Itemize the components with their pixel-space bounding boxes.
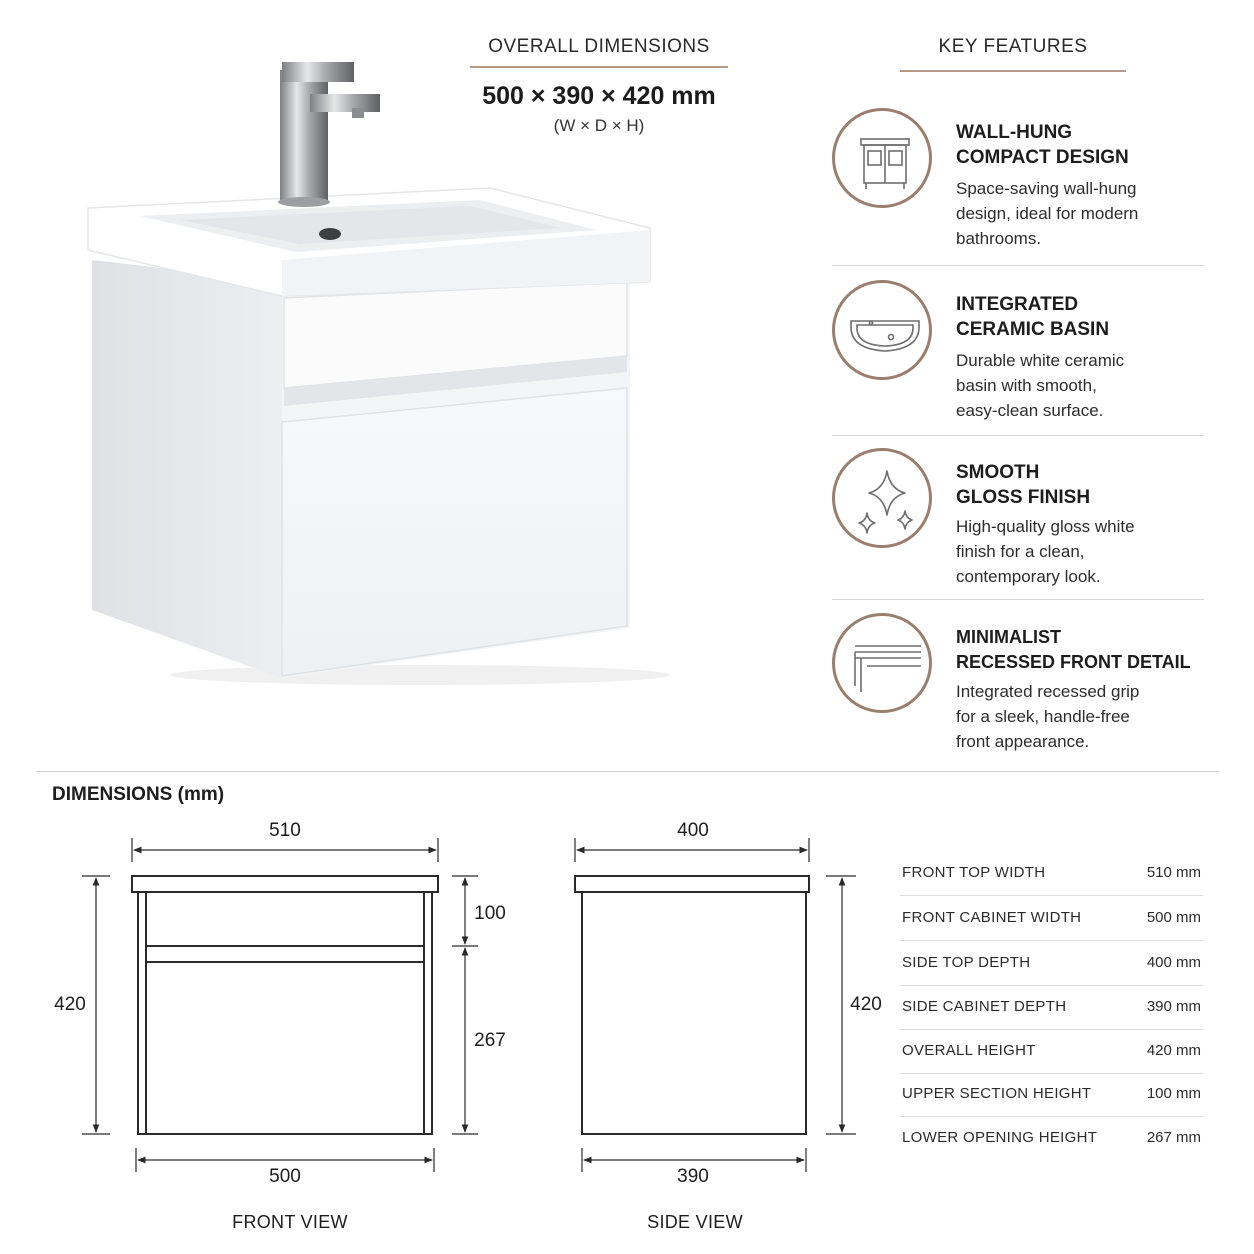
- front-view-label: FRONT VIEW: [232, 1212, 348, 1232]
- key-features-rule: [900, 70, 1126, 72]
- feature-recessed-front: [830, 613, 1204, 763]
- product-image: [60, 50, 680, 700]
- front-bottom-width-label: 500: [269, 1166, 301, 1187]
- feature-description: Durable white ceramic basin with smooth, easy-clean surface.: [956, 351, 1125, 420]
- spec-value: 390 mm: [1146, 998, 1201, 1015]
- feature-description: Space-saving wall-hung design, ideal for modern bathrooms.: [956, 179, 1139, 248]
- feature-description: High-quality gloss white finish for a clean, contemporary look.: [956, 517, 1135, 586]
- spec-label: FRONT TOP WIDTH: [902, 864, 1046, 881]
- spec-label: OVERALL HEIGHT: [902, 1042, 1036, 1059]
- spec-value: 400 mm: [1146, 954, 1201, 971]
- dimensions-heading: DIMENSIONS (mm): [52, 784, 225, 805]
- spec-value: 510 mm: [1146, 864, 1201, 881]
- feature-icon-circle: [832, 613, 932, 713]
- spec-row: [900, 852, 1203, 896]
- feature-icon-circle: [832, 280, 932, 380]
- side-height-label: 420: [850, 994, 882, 1015]
- feature-icon-circle: [832, 108, 932, 208]
- feature-divider: [832, 435, 1204, 436]
- spec-row: [900, 1030, 1203, 1074]
- spec-row: [900, 942, 1203, 986]
- feature-divider: [832, 599, 1204, 600]
- feature-title: SMOOTH GLOSS FINISH: [956, 462, 1091, 508]
- feature-description: Integrated recessed grip for a sleek, handle-free front appearance.: [956, 682, 1140, 751]
- front-top-width-label: 510: [269, 820, 301, 841]
- key-features-title: KEY FEATURES: [938, 36, 1088, 57]
- overall-dimensions-order: (W × D × H): [553, 116, 645, 135]
- feature-gloss-finish: [830, 448, 1204, 598]
- feature-icon-circle: [832, 448, 932, 548]
- feature-title: WALL-HUNG COMPACT DESIGN: [956, 122, 1129, 168]
- front-lower-height-label: 267: [474, 1030, 506, 1051]
- basin-icon: [835, 283, 935, 383]
- spec-label: LOWER OPENING HEIGHT: [902, 1129, 1098, 1146]
- spec-row: [900, 986, 1203, 1030]
- side-top-depth-label: 400: [677, 820, 709, 841]
- spec-value: 100 mm: [1146, 1085, 1201, 1102]
- feature-ceramic-basin: [830, 280, 1204, 430]
- spec-row: [900, 1073, 1203, 1117]
- feature-divider: [832, 265, 1204, 266]
- spec-row: [900, 897, 1203, 941]
- feature-title: MINIMALIST RECESSED FRONT DETAIL: [956, 627, 1191, 672]
- overall-dimensions-value: 500 × 390 × 420 mm: [482, 82, 716, 110]
- spec-label: SIDE TOP DEPTH: [902, 954, 1031, 971]
- front-height-label: 420: [54, 994, 86, 1015]
- side-view-label: SIDE VIEW: [647, 1212, 743, 1232]
- spec-value: 420 mm: [1146, 1042, 1201, 1059]
- overall-dimensions-rule: [470, 66, 728, 68]
- spec-label: FRONT CABINET WIDTH: [902, 909, 1082, 926]
- spec-label: UPPER SECTION HEIGHT: [902, 1085, 1092, 1102]
- spec-value: 267 mm: [1146, 1129, 1201, 1146]
- spec-value: 500 mm: [1146, 909, 1201, 926]
- cabinet-icon: [835, 111, 935, 211]
- recessed-grip-icon: [835, 616, 935, 716]
- sparkle-icon: [835, 451, 935, 551]
- feature-wall-hung: [830, 108, 1204, 258]
- spec-row: [900, 1117, 1203, 1161]
- spec-label: SIDE CABINET DEPTH: [902, 998, 1067, 1015]
- front-upper-height-label: 100: [474, 903, 506, 924]
- side-bottom-depth-label: 390: [677, 1166, 709, 1187]
- section-divider: [36, 771, 1218, 772]
- feature-title: INTEGRATED CERAMIC BASIN: [956, 294, 1110, 340]
- overall-dimensions-title: OVERALL DIMENSIONS: [488, 36, 710, 57]
